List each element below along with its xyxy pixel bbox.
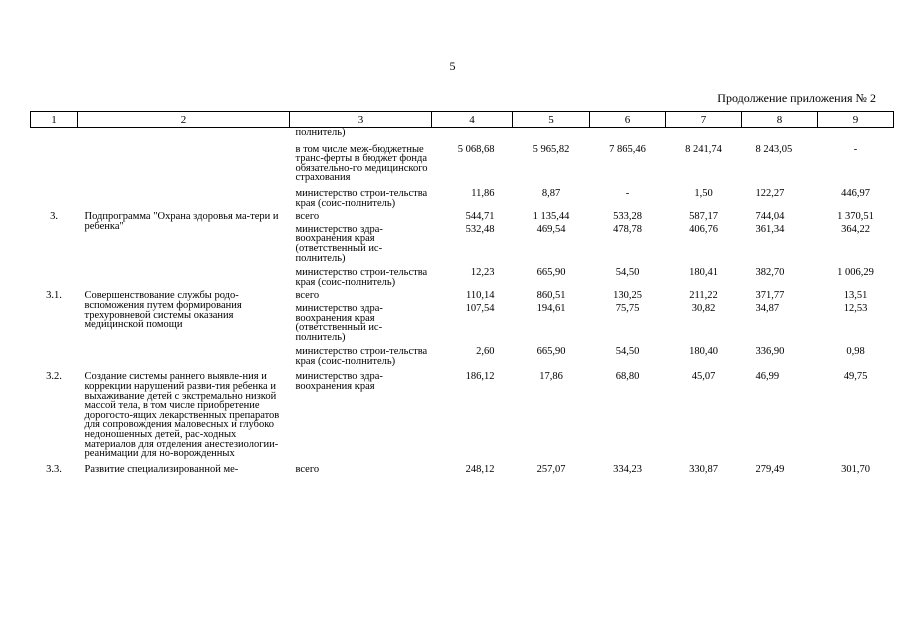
value-cell: 364,22: [841, 223, 870, 235]
table-row: [31, 211, 894, 224]
value-cell: -: [853, 143, 858, 155]
value-cell: 1 370,51: [837, 211, 874, 223]
column-header: 4: [432, 112, 513, 128]
value-cell: 469,54: [536, 223, 566, 235]
value-cell: 0,98: [846, 346, 865, 358]
row-name: Развитие специализированной ме-: [84, 463, 239, 475]
value-cell: 13,51: [843, 290, 868, 302]
row-number: 3.1.: [46, 290, 62, 302]
row-number: [31, 303, 78, 344]
value-cell: 665,90: [536, 346, 566, 358]
value-cell: 7 865,46: [609, 143, 646, 155]
budget-table: [30, 111, 894, 477]
column-header: 5: [513, 112, 590, 128]
value-cell: 665,90: [536, 267, 566, 279]
row-number: [31, 128, 78, 142]
table-row: [31, 369, 894, 461]
value-cell: 1 006,29: [837, 267, 874, 279]
page-number: 5: [449, 59, 456, 73]
value-cell: 334,23: [613, 463, 642, 475]
row-number: 3.2.: [46, 371, 62, 383]
row-executor: в том числе меж-бюджетные транс-ферты в бюджет фонда обязательно-го медицинского страхования: [295, 143, 428, 184]
column-header: 8: [742, 112, 818, 128]
column-header: 3: [290, 112, 432, 128]
row-name: Подпрограмма "Охрана здоровья ма-тери и ребенка": [84, 211, 279, 232]
value-cell: 330,87: [689, 463, 718, 475]
row-number: [31, 186, 78, 211]
row-name: Создание системы раннего выявле-ния и коррекции нарушений разви-тия ребенка и выхаживание детей с экстремально низкой массой тела, в том числе приобретение дорогосто-ящих лекарственных препаратов для сопровождения маловесных и глубоко недоношенных детей, рас-ходных материалов для отделения анестезиологии-реанимации для но-ворожденных: [84, 371, 280, 460]
value-cell: 361,34: [755, 223, 785, 235]
row-number: [31, 224, 78, 265]
value-cell: 11,86: [471, 187, 495, 199]
value-cell: 533,28: [613, 211, 642, 223]
value-cell: 587,17: [689, 211, 718, 223]
row-executor: министерство строи-тельства края (соис-полнитель): [295, 267, 428, 288]
row-number: [31, 142, 78, 186]
value-cell: 54,50: [615, 346, 640, 358]
value-cell: 130,25: [613, 290, 642, 302]
value-cell: 186,12: [465, 371, 495, 383]
value-cell: 8,87: [541, 187, 561, 199]
row-number: [31, 344, 78, 369]
value-cell: 860,51: [536, 290, 566, 302]
value-cell: 194,61: [536, 302, 566, 314]
row-name: [78, 128, 290, 142]
value-cell: 336,90: [755, 346, 785, 358]
value-cell: 107,54: [465, 302, 495, 314]
value-cell: 544,71: [465, 211, 495, 223]
continuation-label: Продолжение приложения № 2: [717, 91, 876, 105]
column-header: 7: [666, 112, 742, 128]
value-cell: 257,07: [536, 463, 566, 475]
row-executor: министерство строи-тельства края (соис-полнитель): [295, 187, 428, 209]
row-executor: министерство строи-тельства края (соис-полнитель): [295, 346, 428, 367]
value-cell: [513, 128, 590, 142]
table-row: [31, 462, 894, 478]
value-cell: 180,41: [689, 267, 718, 279]
column-number-row: [31, 112, 894, 128]
table-row: [31, 142, 894, 186]
row-executor: всего: [295, 211, 320, 223]
value-cell: 478,78: [613, 223, 642, 235]
row-executor: полнитель): [295, 127, 346, 138]
table-row: [31, 290, 894, 303]
value-cell: 45,07: [691, 371, 716, 383]
value-cell: 110,14: [466, 290, 495, 302]
value-cell: 12,23: [470, 267, 495, 279]
column-header: 9: [818, 112, 894, 128]
value-cell: 5 068,68: [457, 143, 495, 155]
row-number: [31, 265, 78, 290]
row-name: Совершенствование службы родо-вспоможения путем формирования трехуровневой системы оказания медицинской помощи: [84, 290, 242, 331]
value-cell: [590, 128, 666, 142]
value-cell: 30,82: [691, 302, 716, 314]
value-cell: 180,40: [689, 346, 718, 358]
value-cell: 46,99: [755, 371, 780, 383]
row-name: [78, 186, 290, 211]
value-cell: 382,70: [755, 267, 785, 279]
value-cell: 301,70: [841, 463, 870, 475]
column-header: 6: [590, 112, 666, 128]
value-cell: 122,27: [755, 187, 785, 199]
table-row: [31, 128, 894, 142]
row-number: 3.3.: [46, 463, 62, 475]
value-cell: -: [625, 187, 630, 199]
value-cell: 1,50: [694, 187, 713, 199]
value-cell: 532,48: [465, 223, 495, 235]
value-cell: 744,04: [755, 211, 785, 223]
value-cell: 12,53: [843, 302, 868, 314]
column-header: 2: [78, 112, 290, 128]
table-row: [31, 186, 894, 211]
value-cell: 75,75: [615, 302, 640, 314]
value-cell: 8 241,74: [685, 143, 722, 155]
value-cell: 17,86: [539, 371, 563, 383]
value-cell: 5 965,82: [532, 143, 570, 155]
row-executor: министерство здра-воохранения края (ответственный ис-полнитель): [295, 302, 383, 343]
row-executor: министерство здра-воохранения края: [295, 371, 383, 393]
value-cell: 2,60: [476, 346, 495, 358]
column-header: 1: [31, 112, 78, 128]
value-cell: 49,75: [843, 371, 868, 383]
value-cell: 211,22: [689, 290, 718, 302]
row-executor: министерство здра-воохранения края (ответственный ис-полнитель): [295, 223, 383, 264]
value-cell: 1 135,44: [532, 211, 570, 223]
value-cell: 34,87: [755, 302, 780, 314]
value-cell: 371,77: [755, 290, 785, 302]
row-number: 3.: [50, 211, 58, 223]
value-cell: 68,80: [615, 371, 640, 383]
value-cell: 248,12: [465, 463, 495, 475]
value-cell: [818, 128, 894, 142]
value-cell: [432, 128, 513, 142]
value-cell: 279,49: [755, 463, 785, 475]
value-cell: 406,76: [689, 223, 718, 235]
row-executor: всего: [295, 290, 320, 302]
value-cell: 446,97: [841, 187, 870, 199]
row-name: [78, 142, 290, 186]
value-cell: 54,50: [615, 267, 640, 279]
value-cell: 8 243,05: [755, 143, 793, 155]
value-cell: [742, 128, 818, 142]
value-cell: [666, 128, 742, 142]
row-executor: всего: [295, 463, 320, 475]
